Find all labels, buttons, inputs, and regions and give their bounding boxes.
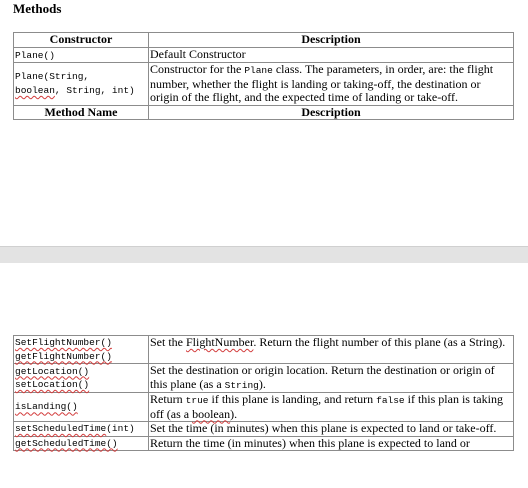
- constructor-signature-cell: [14, 63, 149, 106]
- method-name-cell: [14, 336, 149, 364]
- table-row: [14, 393, 514, 422]
- column-header-description: Description: [149, 105, 514, 120]
- table-row: [14, 422, 514, 437]
- description-cell: Set the FlightNumber. Return the flight number of this plane (as a String).: [149, 336, 514, 364]
- table-row: [14, 436, 514, 451]
- column-header-constructor: Constructor: [14, 33, 149, 48]
- document-page-bottom: [0, 263, 528, 488]
- code-text: setScheduledTime(int): [15, 423, 135, 434]
- code-text: getFlightNumber(): [15, 350, 112, 362]
- description-cell: Default Constructor: [149, 47, 514, 63]
- table-row: [14, 364, 514, 393]
- method-name-cell: [14, 422, 149, 437]
- table-row: [14, 336, 514, 364]
- section-heading: Methods: [13, 1, 62, 16]
- code-text: SetFlightNumber(): [15, 337, 112, 348]
- description-cell: Return the time (in minutes) when this plane is expected to land or: [149, 436, 514, 451]
- code-text: getLocation(): [15, 365, 90, 377]
- method-name-cell: [14, 364, 149, 393]
- table-row: [14, 63, 514, 106]
- code-text: getScheduledTime(): [15, 437, 118, 449]
- method-table: [13, 335, 514, 451]
- column-header-method-name: Method Name: [14, 105, 149, 120]
- description-cell: Constructor for the Plane class. The parameters, in order, are: the flight number, whether the flight is landing or taking-off, the destination or origin of the flight, and the expected time of landing or take-off.: [149, 63, 514, 106]
- constructor-signature-cell: [14, 47, 149, 63]
- code-text: Plane(): [15, 49, 55, 61]
- constructor-table: [13, 32, 514, 120]
- method-name-cell: [14, 393, 149, 422]
- code-text: setLocation(): [15, 379, 90, 390]
- description-cell: Set the time (in minutes) when this plane is expected to land or take-off.: [149, 422, 514, 437]
- column-header-description: Description: [149, 33, 514, 48]
- table-header-row: [14, 33, 514, 48]
- method-name-cell: [14, 436, 149, 451]
- page-break-gap: [0, 246, 528, 264]
- table-header-row: [14, 105, 514, 120]
- code-text: Plane(String,: [15, 71, 90, 83]
- description-cell: Return true if this plane is landing, and return false if this plan is taking off (as a boolean).: [149, 393, 514, 422]
- code-text: boolean, String, int): [15, 84, 135, 96]
- code-text: isLanding(): [15, 401, 78, 413]
- description-cell: Set the destination or origin location. Return the destination or origin of this plane (as a String).: [149, 364, 514, 393]
- table-row: [14, 47, 514, 63]
